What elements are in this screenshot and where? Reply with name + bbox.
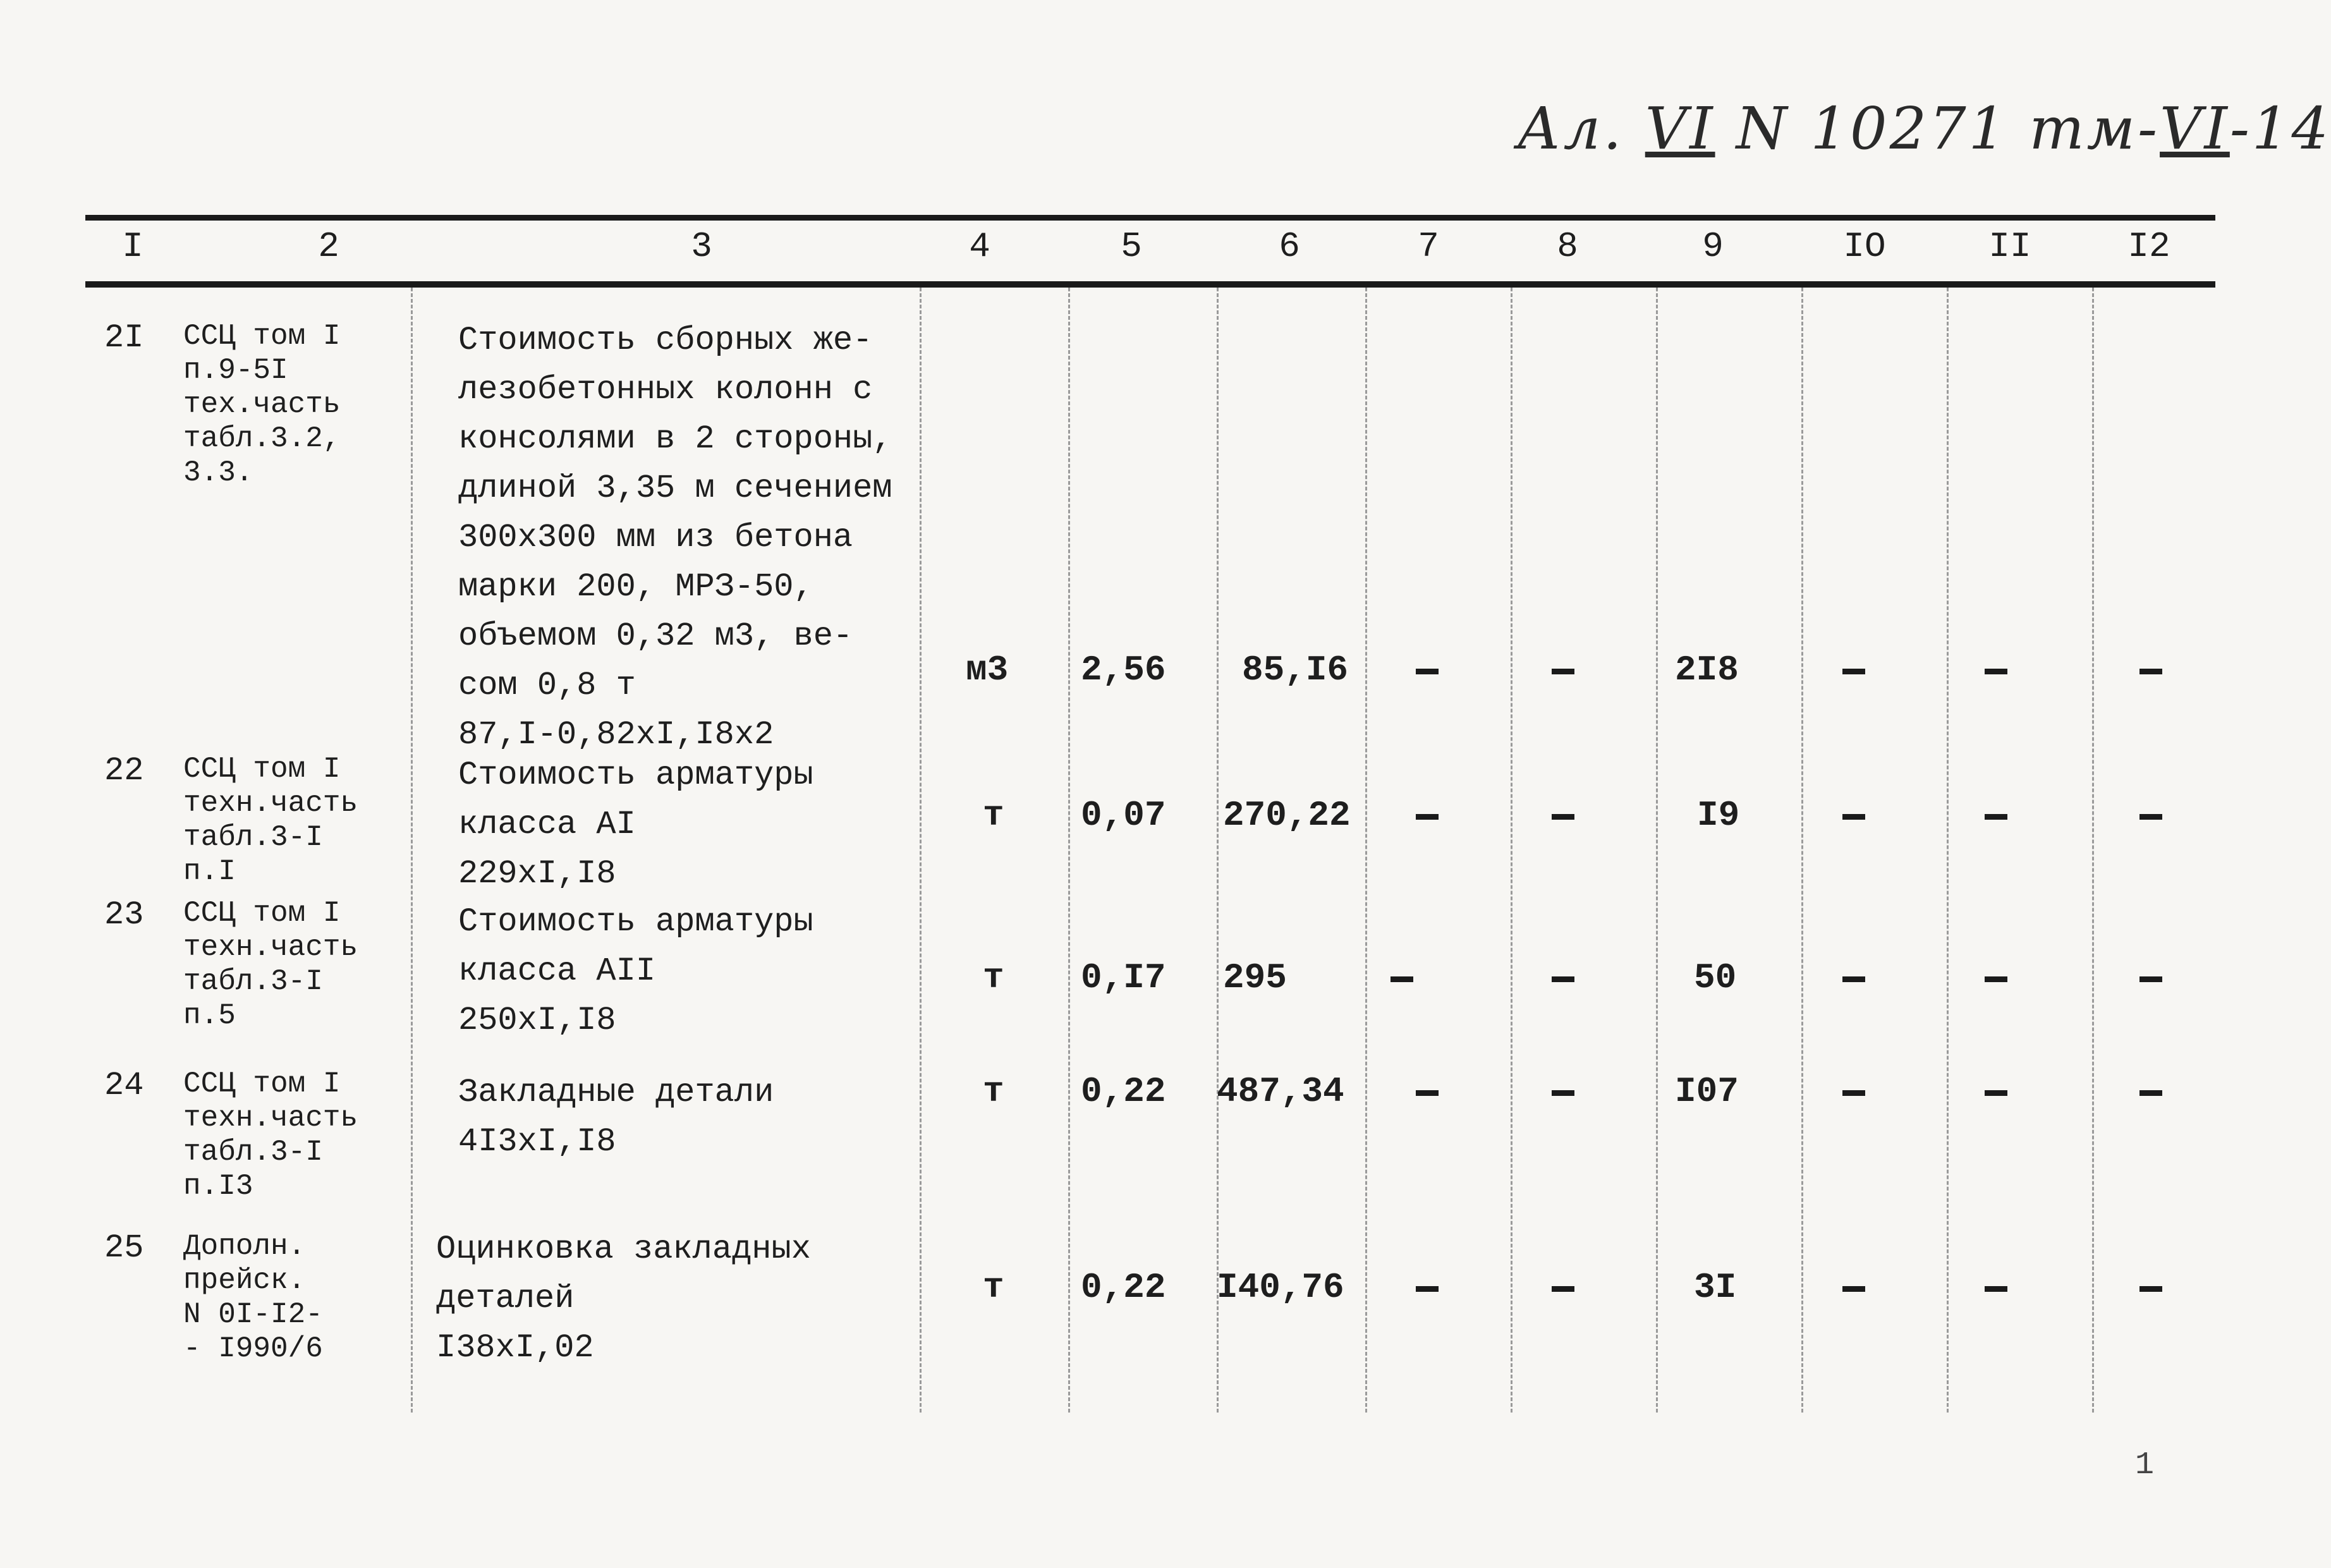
row-col9: I07	[1675, 1071, 1739, 1112]
column-divider	[920, 288, 922, 1413]
column-header-4: 4	[969, 226, 990, 267]
row-col11-dash	[1985, 669, 2007, 674]
row-col7-dash	[1416, 814, 1439, 820]
column-header-11: II	[1988, 226, 2031, 267]
row-number: 2I	[104, 319, 144, 356]
column-divider	[1217, 288, 1219, 1413]
row-col11-dash	[1985, 1286, 2007, 1292]
row-col10-dash	[1842, 669, 1865, 674]
row-col12-dash	[2139, 976, 2162, 982]
row-unit: т	[983, 957, 1004, 998]
row-col12-dash	[2139, 814, 2162, 820]
corner-mark: 1	[2135, 1447, 2155, 1483]
row-quantity: 2,56	[1081, 650, 1166, 690]
row-unit: т	[983, 795, 1004, 836]
row-price: 270,22	[1223, 795, 1351, 836]
row-quantity: 0,22	[1081, 1071, 1166, 1112]
row-col8-dash	[1552, 814, 1574, 820]
row-description: Стоимость арматуры класса АI 229хI,I8	[458, 757, 813, 892]
row-col10-dash	[1842, 814, 1865, 820]
row-col7-dash	[1391, 976, 1413, 982]
column-divider	[1068, 288, 1070, 1413]
column-header-2: 2	[318, 226, 339, 267]
row-col9: I9	[1697, 795, 1740, 836]
row-source: ССЦ том I техн.часть табл.3-I п.I3	[183, 1067, 358, 1203]
row-col10-dash	[1842, 976, 1865, 982]
row-col11-dash	[1985, 976, 2007, 982]
row-price: 295	[1223, 957, 1287, 998]
row-quantity: 0,07	[1081, 795, 1166, 836]
ref-doc-suffix: -14	[2229, 95, 2331, 162]
column-header-9: 9	[1702, 226, 1724, 267]
row-col11-dash	[1985, 1090, 2007, 1096]
ref-doc-prefix: N 10271 тм-	[1736, 95, 2160, 162]
column-divider	[411, 288, 413, 1413]
row-col9: 3I	[1694, 1267, 1737, 1308]
column-header-3: 3	[691, 226, 712, 267]
document-reference	[1517, 95, 2331, 162]
row-source: ССЦ том I техн.часть табл.3-I п.5	[183, 897, 358, 1032]
row-col10-dash	[1842, 1286, 1865, 1292]
row-col10-dash	[1842, 1090, 1865, 1096]
row-col8-dash	[1552, 1090, 1574, 1096]
row-quantity: 0,I7	[1081, 957, 1166, 998]
column-divider	[1365, 288, 1367, 1413]
column-divider	[1511, 288, 1512, 1413]
row-description: Стоимость сборных же- лезобетонных колонн с консолями в 2 стороны, длиной 3,35 м сечением 300х300 мм из бетона марки 200, МРЗ-50, объемом 0,32 м3, ве- сом 0,8 т 87,I-0,82хI,I8х2	[458, 322, 892, 753]
row-description: Оцинковка закладных деталей I38хI,02	[436, 1231, 811, 1366]
ref-prefix: Ал.	[1517, 95, 1624, 162]
column-header-5: 5	[1121, 226, 1142, 267]
column-divider	[1947, 288, 1949, 1413]
column-divider	[2092, 288, 2094, 1413]
row-col7-dash	[1416, 1090, 1439, 1096]
column-header-8: 8	[1557, 226, 1578, 267]
row-price: I40,76	[1217, 1267, 1344, 1308]
row-source: ССЦ том I техн.часть табл.3-I п.I	[183, 753, 358, 888]
row-source: Дополн. прейск. N 0I-I2- - I990/6	[183, 1230, 323, 1365]
row-unit: т	[983, 1071, 1004, 1112]
row-col12-dash	[2139, 1286, 2162, 1292]
row-number: 22	[104, 752, 144, 789]
row-col7-dash	[1416, 669, 1439, 674]
row-col8-dash	[1552, 1286, 1574, 1292]
row-number: 23	[104, 896, 144, 933]
row-col12-dash	[2139, 669, 2162, 674]
row-number: 25	[104, 1229, 144, 1267]
row-price: 487,34	[1217, 1071, 1344, 1112]
row-col7-dash	[1416, 1286, 1439, 1292]
row-unit: т	[983, 1267, 1004, 1308]
ref-album: VI	[1645, 95, 1715, 162]
header-rule-bottom	[85, 281, 2215, 288]
row-col9: 50	[1694, 957, 1737, 998]
row-description: Закладные детали 4I3хI,I8	[458, 1074, 774, 1160]
column-header-10: IO	[1843, 226, 1886, 267]
row-col9: 2I8	[1675, 650, 1739, 690]
row-description: Стоимость арматуры класса АII 250хI,I8	[458, 903, 813, 1039]
row-col12-dash	[2139, 1090, 2162, 1096]
column-header-6: 6	[1279, 226, 1300, 267]
row-number: 24	[104, 1067, 144, 1104]
column-header-7: 7	[1418, 226, 1439, 267]
row-col8-dash	[1552, 976, 1574, 982]
header-rule-top	[85, 215, 2215, 221]
column-header-12: I2	[2127, 226, 2170, 267]
row-col8-dash	[1552, 669, 1574, 674]
column-divider	[1656, 288, 1658, 1413]
row-quantity: 0,22	[1081, 1267, 1166, 1308]
ref-doc-album: VI	[2160, 95, 2230, 162]
row-col11-dash	[1985, 814, 2007, 820]
row-unit: м3	[966, 650, 1009, 690]
row-source: ССЦ том I п.9-5I тех.часть табл.3.2, 3.3.	[183, 320, 341, 489]
column-divider	[1801, 288, 1803, 1413]
row-price: 85,I6	[1242, 650, 1349, 690]
column-header-1: I	[122, 226, 143, 267]
